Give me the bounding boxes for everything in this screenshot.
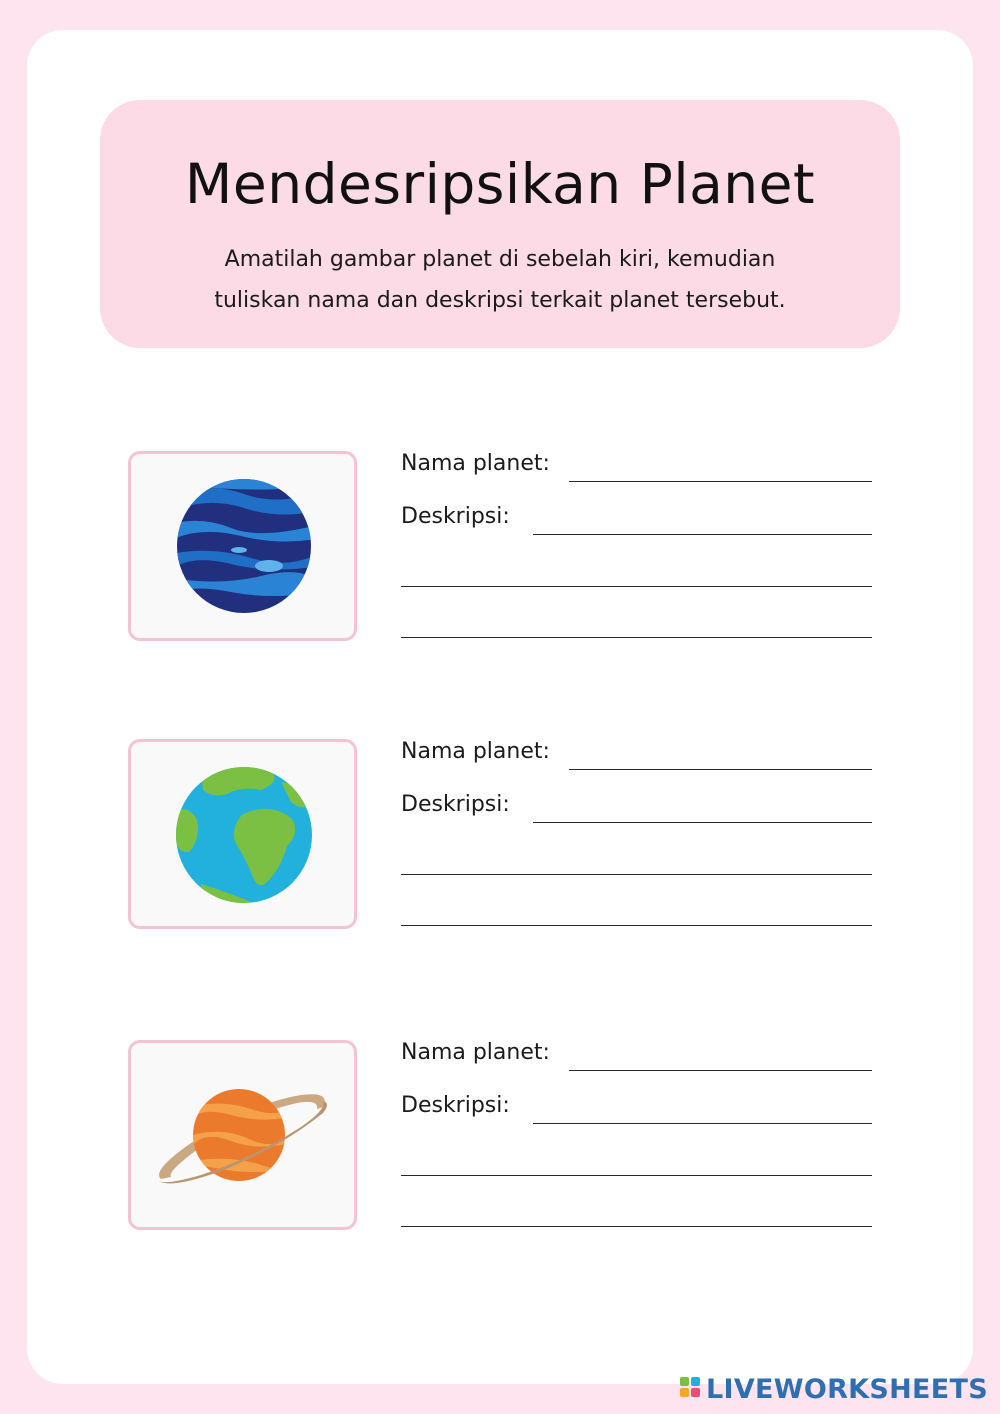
saturn-icon	[131, 1043, 354, 1227]
planet-card-3	[128, 1040, 357, 1230]
planet-name-field-1[interactable]	[569, 481, 872, 482]
description-field-3b[interactable]	[401, 1175, 872, 1176]
instruction-line-2: tuliskan nama dan deskripsi terkait planet tersebut.	[214, 288, 786, 313]
planet-card-1	[128, 451, 357, 641]
description-field-1c[interactable]	[401, 637, 872, 638]
description-label-3: Deskripsi:	[401, 1093, 510, 1118]
description-field-1a[interactable]	[533, 534, 872, 535]
planet-name-label-1: Nama planet:	[401, 451, 550, 476]
description-label-2: Deskripsi:	[401, 792, 510, 817]
description-field-1b[interactable]	[401, 586, 872, 587]
neptune-icon	[131, 454, 354, 638]
description-field-3c[interactable]	[401, 1226, 872, 1227]
page-title: Mendesripsikan Planet	[184, 152, 816, 216]
liveworksheets-logo[interactable]	[680, 1372, 988, 1406]
planet-card-2	[128, 739, 357, 929]
planet-name-label-3: Nama planet:	[401, 1040, 550, 1065]
liveworksheets-logo-text: LIVEWORKSHEETS	[705, 1373, 988, 1405]
description-field-2c[interactable]	[401, 925, 872, 926]
description-field-2b[interactable]	[401, 874, 872, 875]
description-field-2a[interactable]	[533, 822, 872, 823]
planet-name-field-3[interactable]	[569, 1070, 872, 1071]
planet-name-label-2: Nama planet:	[401, 739, 550, 764]
liveworksheets-logo-mark-icon	[680, 1377, 702, 1401]
instruction-line-1: Amatilah gambar planet di sebelah kiri, kemudian	[224, 247, 776, 272]
description-label-1: Deskripsi:	[401, 504, 510, 529]
earth-icon	[131, 742, 354, 926]
planet-name-field-2[interactable]	[569, 769, 872, 770]
description-field-3a[interactable]	[533, 1123, 872, 1124]
